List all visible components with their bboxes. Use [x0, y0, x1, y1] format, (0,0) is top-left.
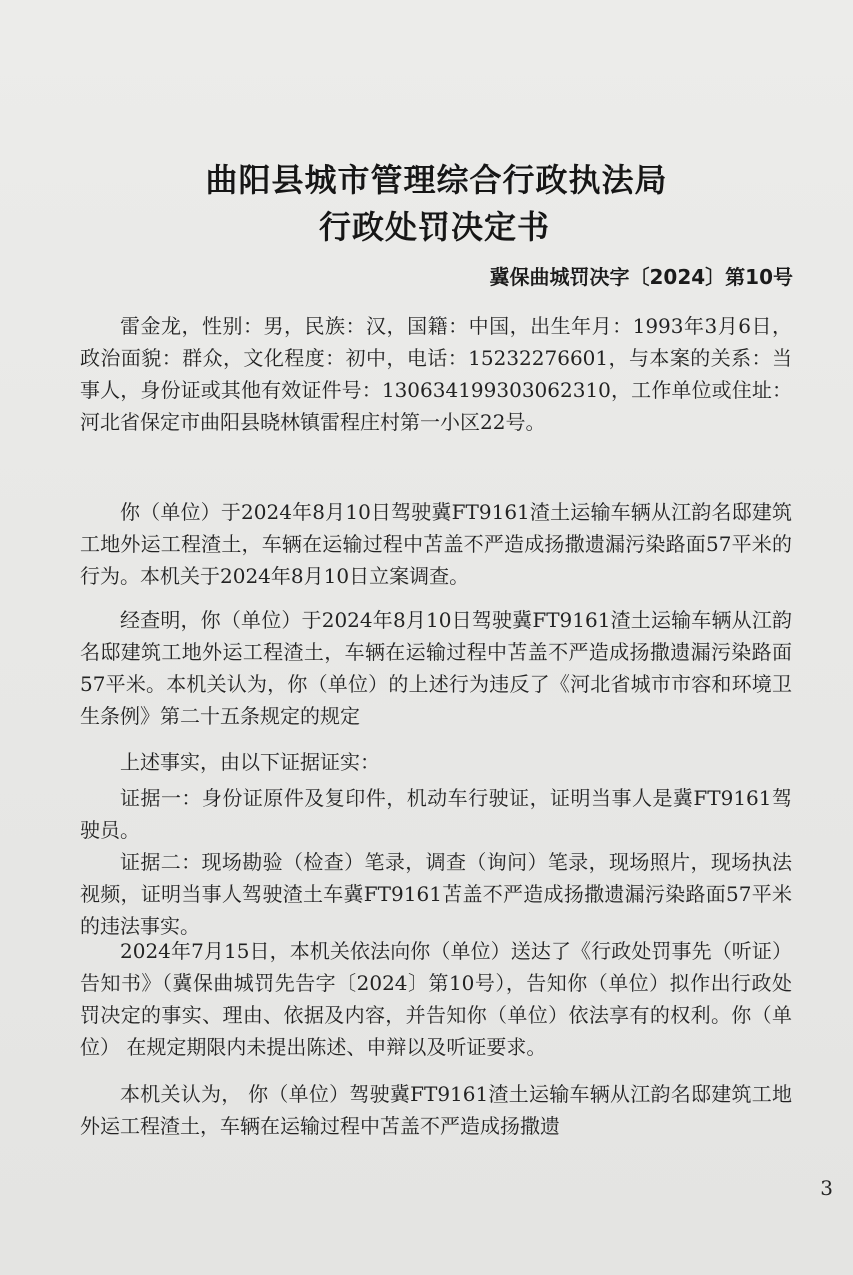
page-number: 3	[820, 1176, 833, 1200]
paragraph-evidence-one: 证据一：身份证原件及复印件，机动车行驶证，证明当事人是冀FT9161驾驶员。	[80, 786, 792, 842]
paragraph-evidence-two: 证据二：现场勘验（检查）笔录，调查（询问）笔录，现场照片，现场执法视频，证明当事人驾驶渣土车冀FT9161苫盖不严造成扬撒遗漏污染路面57平米的违法事实。	[80, 850, 792, 938]
document-title: 行政处罚决定书	[318, 208, 550, 246]
paragraph-agency-opinion: 本机关认为， 你（单位）驾驶冀FT9161渣土运输车辆从江韵名邸建筑工地外运工程渣土，车辆在运输过程中苫盖不严造成扬撒遗	[80, 1082, 792, 1138]
paragraph-evidence-intro: 上述事实，由以下证据证实：	[120, 750, 380, 774]
paragraph-party-info: 雷金龙，性别：男，民族：汉，国籍：中国，出生年月：1993年3月6日，政治面貌：群众，文化程度：初中，电话：15232276601，与本案的关系：当事人，身份证或其他有效证件号：130634199303062310，工作单位或住址：河北省保定市曲阳县晓林镇雷程庄村第一小区22号。	[80, 314, 792, 434]
document-number: 冀保曲城罚决字〔2024〕第10号	[489, 265, 793, 289]
paragraph-violation-summary: 你（单位）于2024年8月10日驾驶冀FT9161渣土运输车辆从江韵名邸建筑工地外运工程渣土，车辆在运输过程中苫盖不严造成扬撒遗漏污染路面57平米的行为。本机关于2024年8月10日立案调查。	[80, 500, 792, 588]
paragraph-investigation-findings: 经查明，你（单位）于2024年8月10日驾驶冀FT9161渣土运输车辆从江韵名邸建筑工地外运工程渣土，车辆在运输过程中苫盖不严造成扬撒遗漏污染路面57平米。本机关认为，你（单位）的上述行为违反了《河北省城市市容和环境卫生条例》第二十五条规定的规定	[80, 608, 792, 728]
document-title-agency: 曲阳县城市管理综合行政执法局	[205, 161, 668, 199]
paragraph-notice-served: 2024年7月15日，本机关依法向你（单位）送达了《行政处罚事先（听证）告知书》（冀保曲城罚先告字〔2024〕第10号），告知你（单位）拟作出行政处罚决定的事实、理由、依据及内容，并告知你（单位）依法享有的权利。你（单位） 在规定期限内未提出陈述、申辩以及听证要求。	[80, 939, 792, 1059]
